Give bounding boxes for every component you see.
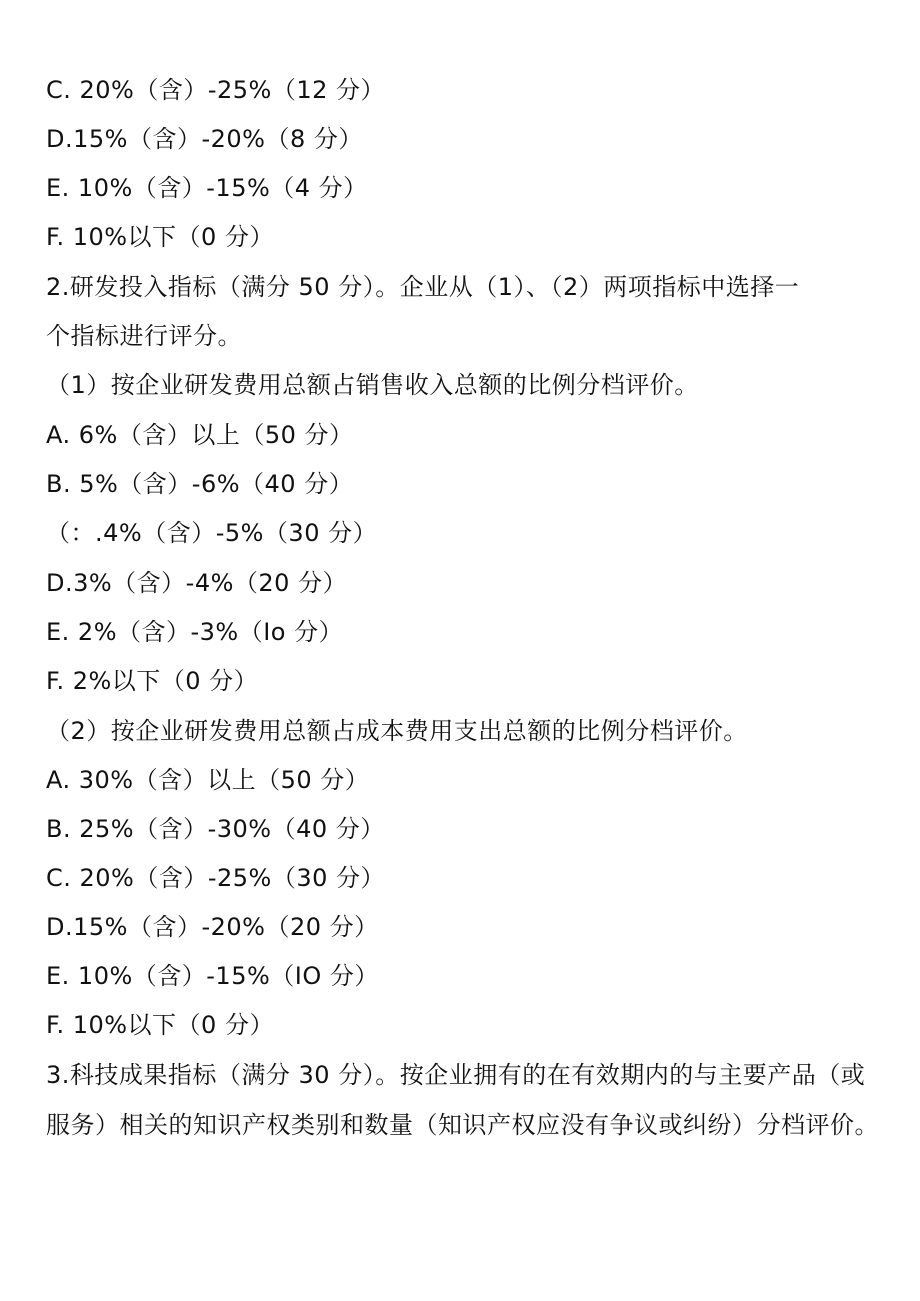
subsection-heading: （1）按企业研发费用总额占销售收入总额的比例分档评价。 <box>46 371 699 399</box>
subsection-heading: （2）按企业研发费用总额占成本费用支出总额的比例分档评价。 <box>46 717 748 745</box>
section-heading: 3.科技成果指标（满分 30 分）。按企业拥有的在有效期内的与主要产品（或 <box>46 1061 866 1089</box>
option-line: A. 6%（含）以上（50 分） <box>46 421 354 449</box>
option-line: D.15%（含）-20%（8 分） <box>46 125 363 153</box>
option-line: B. 25%（含）-30%（40 分） <box>46 815 385 843</box>
option-line: C. 20%（含）-25%（30 分） <box>46 864 386 892</box>
option-line: E. 2%（含）-3%（Io 分） <box>46 618 344 646</box>
paragraph-line: 服务）相关的知识产权类别和数量（知识产权应没有争议或纠纷）分档评价。 <box>46 1111 879 1139</box>
option-line: D.3%（含）-4%（20 分） <box>46 569 348 597</box>
paragraph-line: 个指标进行评分。 <box>46 322 242 350</box>
option-line: E. 10%（含）-15%（IO 分） <box>46 962 379 990</box>
option-line: F. 10%以下（0 分） <box>46 223 274 251</box>
option-line: B. 5%（含）-6%（40 分） <box>46 470 354 498</box>
option-line: A. 30%（含）以上（50 分） <box>46 766 370 794</box>
option-line: C. 20%（含）-25%（12 分） <box>46 76 386 104</box>
option-line: （：.4%（含）-5%（30 分） <box>46 519 378 547</box>
option-line: F. 10%以下（0 分） <box>46 1011 274 1039</box>
option-line: E. 10%（含）-15%（4 分） <box>46 174 368 202</box>
option-line: D.15%（含）-20%（20 分） <box>46 913 379 941</box>
section-heading: 2.研发投入指标（满分 50 分）。企业从（1）、（2）两项指标中选择一 <box>46 273 800 301</box>
option-line: F. 2%以下（0 分） <box>46 667 259 695</box>
